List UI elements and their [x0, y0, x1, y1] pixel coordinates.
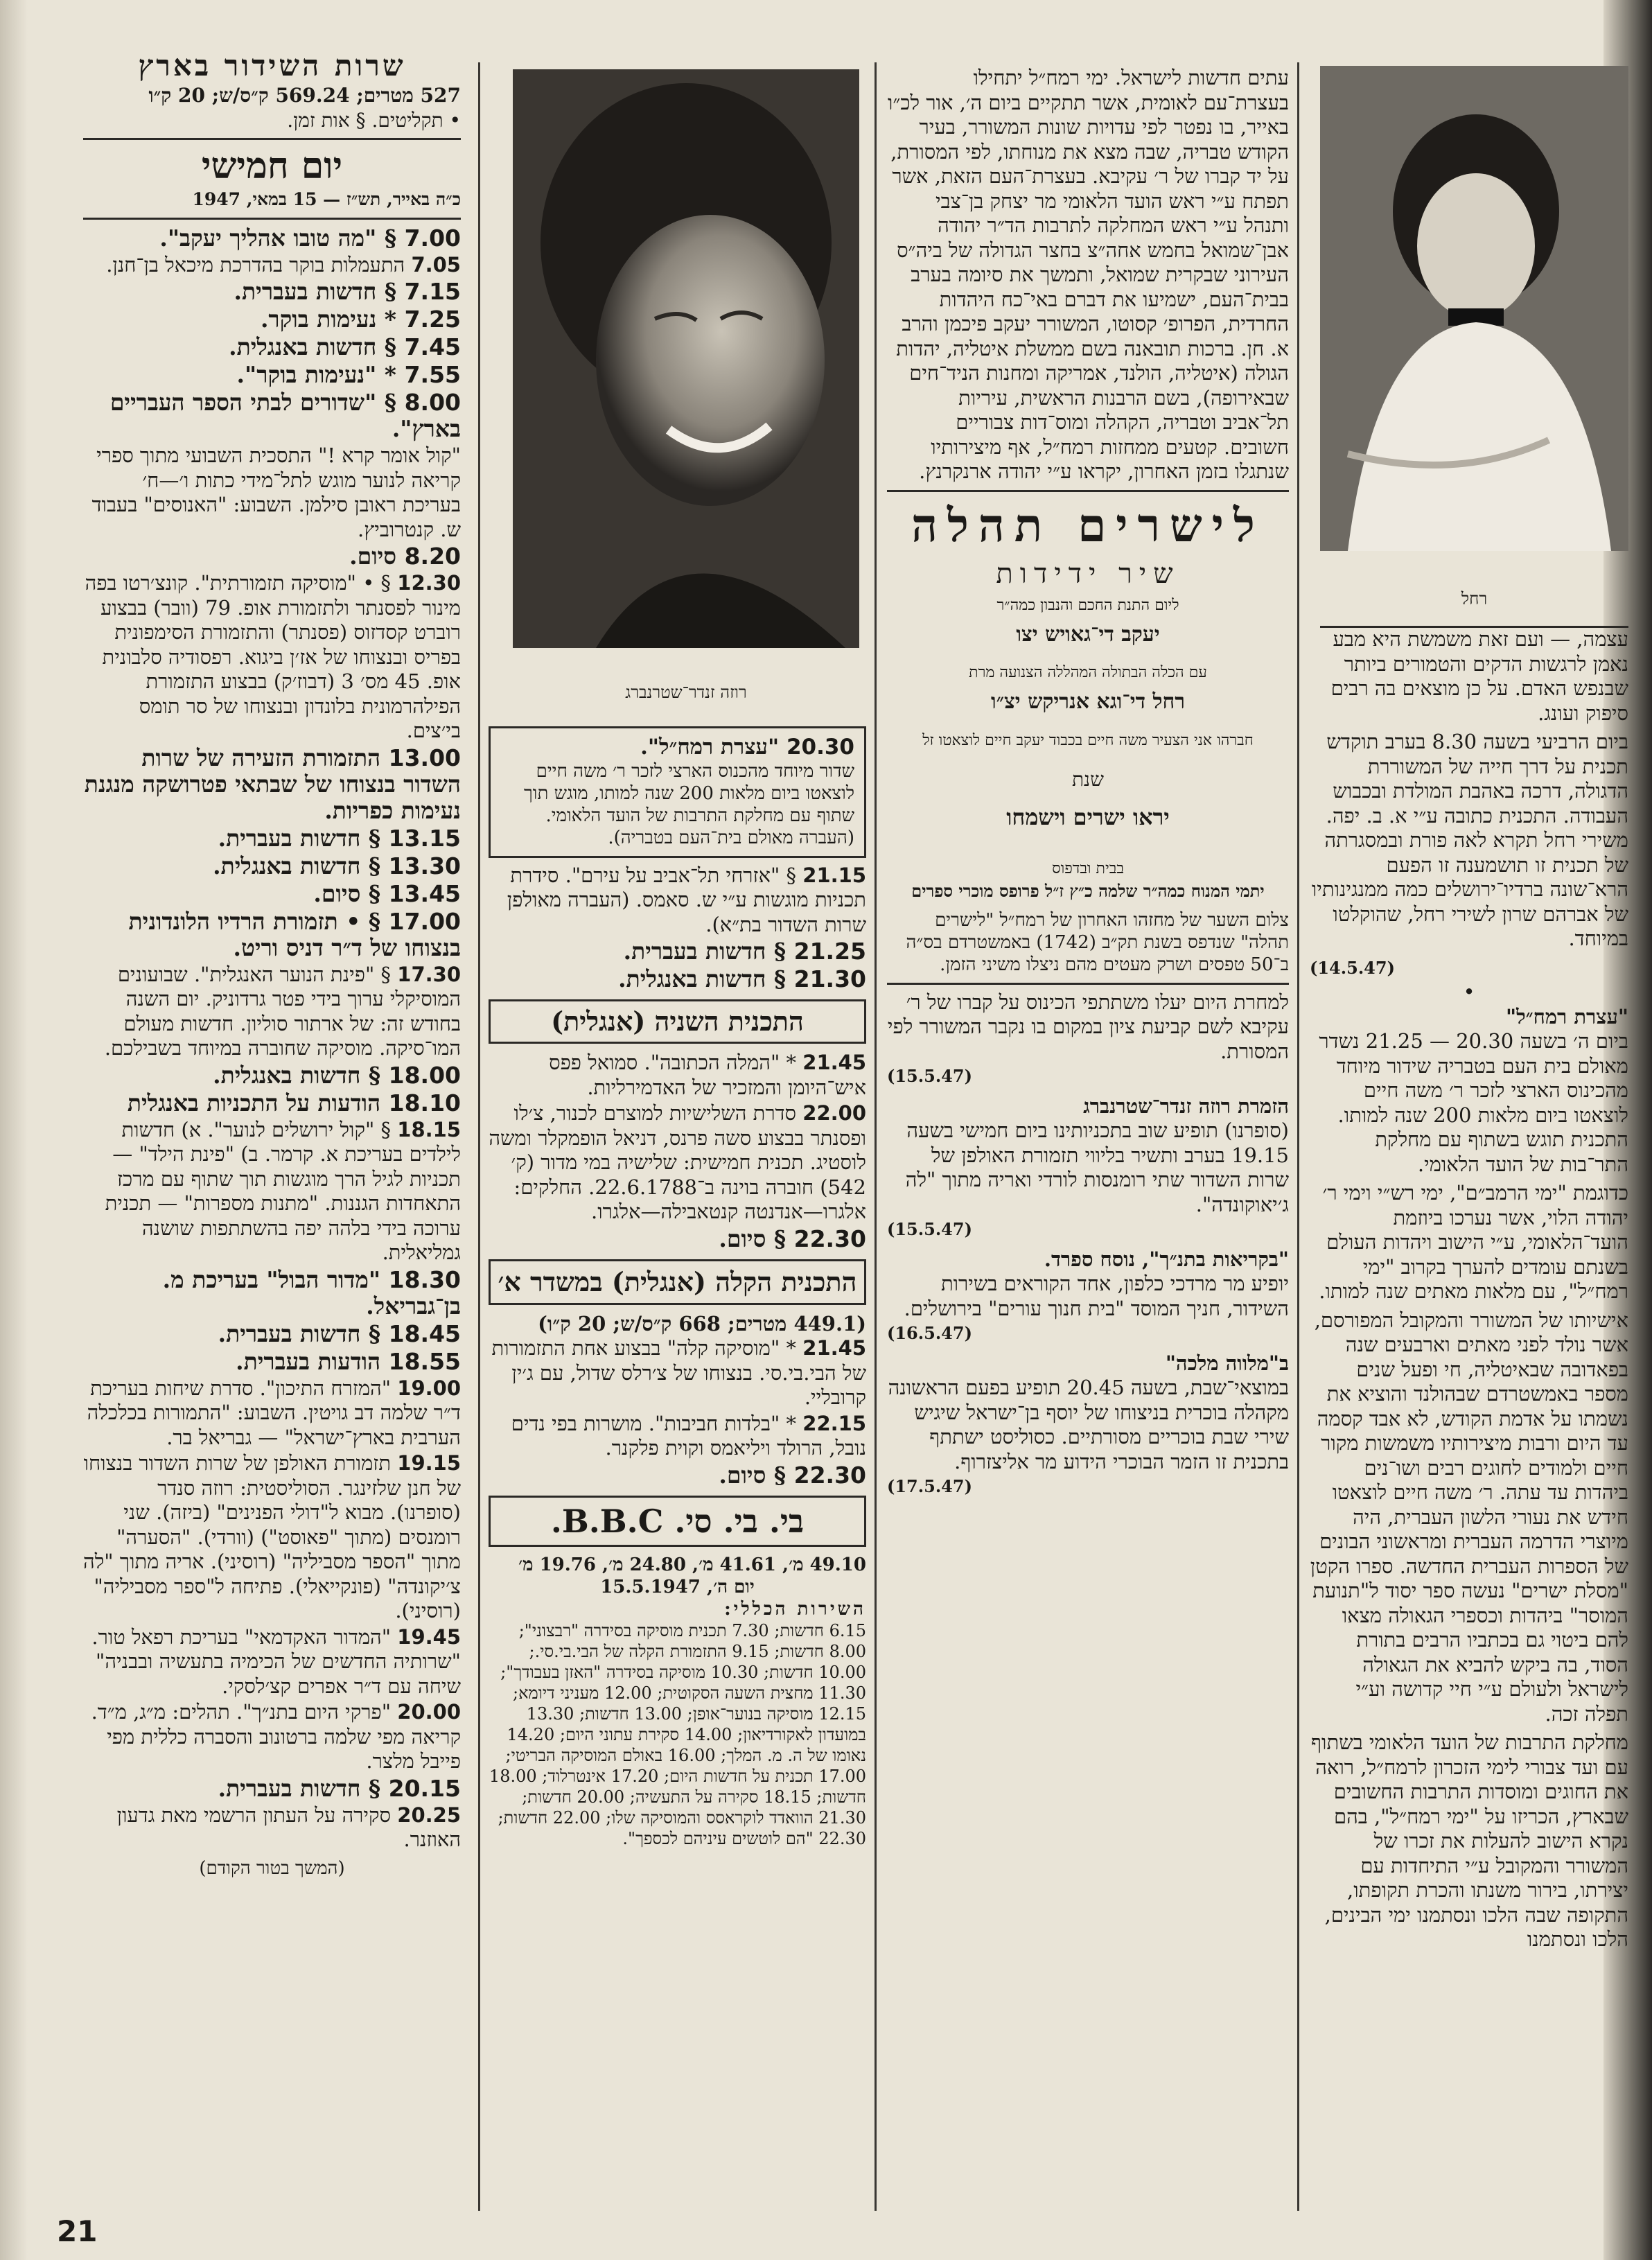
- program-time: 7.15: [404, 278, 461, 305]
- program-time: 18.15: [397, 1117, 461, 1141]
- program-time: 19.45: [397, 1624, 461, 1649]
- program-text: § חדשות בעברית.: [218, 1320, 381, 1347]
- bbc-frequency: 49.10 מ׳, 41.61 מ׳, 24.80 מ׳, 19.76 מ׳: [518, 1554, 866, 1575]
- program-text: § חדשות באנגלית.: [213, 852, 381, 879]
- page-number: 21: [57, 2214, 98, 2248]
- program-item: [489, 966, 866, 992]
- program-item: [83, 881, 461, 907]
- program-item: [83, 1776, 461, 1802]
- program-text: "קול אומר קרא !" התסכית השבועי מתוך ספרי קריאה לנוער מוגש לתל־מידי כתות ו׳—ח׳ בעריכת ראובן סילמן. השבוע: "האנוסים" בעבוד ש. קנטרוביץ.: [91, 444, 461, 541]
- divider: [887, 490, 1289, 492]
- program-list: [489, 1336, 866, 1489]
- poem-line: עם הכלה הבתולה המהללה הצנועה מרת: [969, 664, 1207, 681]
- program-item: [83, 1118, 461, 1265]
- news-note: [887, 990, 1289, 1089]
- program-time: 13.45: [388, 879, 461, 907]
- program-item: [83, 543, 461, 570]
- program-item: [83, 1700, 461, 1774]
- event-body: שדור מיוחד מהכנוס הארצי לזכר ר׳ משה חיים לוצאטו ביום מלאות 200 שנה למותו, מוגש תוך שתוף עם מחלקת התרבות של הועד הלאומי.: [524, 760, 854, 826]
- program-time: 18.55: [388, 1347, 461, 1375]
- program-text: * נעימות בוקר.: [260, 306, 397, 333]
- rachel-intro: עצמה, — ועם זאת משמשת היא מבע נאמן לרגשות הדקים והטמורים ביותר שבנפש האדם. על כן מוצאים בה רבים סיפוק ועונג.: [1330, 627, 1628, 725]
- program-time: 18.00: [388, 1061, 461, 1089]
- program-item: [83, 571, 461, 744]
- program-text: § סיום.: [313, 879, 381, 907]
- ramhal-intro-text: עתים חדשות לישראל. ימי רמח״ל יתחילו בעצרת־עם לאומית, אשר תתקיים ביום ה׳, אור לכ״ו באייר, בו נפטר לפי עדויות שונות המשורר, בעיר הקודש טבריה, שבה מצא את מנוחתו, לפי המסורת, על יד קברו של ר׳ עקיבא. בעצרת־העם הזאת, אשר תפתח ע״י ראש הועד הלאומי מר יצחק בן־צבי ותנהל ע״י ראש המחלקה לתרבות הד״ר יהודה אבן־שמואל בחמש אחה״צ בחצר הגדולה של ביה״ס העירוני שבקרית שמואל, ותמשך את סיומה בערב בבית־העם, ישמיעו את דברם באי־כח היהדות החרדית, הפרופ׳ קסוטו, המשורר יעקב פיכמן והרב א. חן. ברכות תובאנה בשם ממשלת איטליה, יהדות הגולה (איטליה, הולנד, אמריקה ומחנות הניד־חים שבאירופה), בשם הרבנות הראשית, עיריות תל־אביב וטבריה, הקהלה ומוס־דות צבוריים חשובים. קטעים ממחזות רמח״ל, אף מיצירותיו שנתגלו בזמן האחרון, יקראו ע״י יהודה ארנקרנץ.: [887, 66, 1289, 483]
- program-item: [83, 853, 461, 879]
- station-title: שרות השידור בארץ: [138, 49, 406, 82]
- program-text: "המזרח התיכון". סדרת שיחות בעריכת ד״ר שלמה דב גויטין. השבוע: "התמורות בכלכלה הערבית בארץ־ישראל" — גבריאל בר.: [87, 1376, 461, 1449]
- program-text: § "שדורים לבתי הספר העבריים בארץ".: [109, 389, 461, 442]
- program-text: § • "מוסיקה תזמורתית". קונצ׳רטו בפה מינור לפסנתר ולתזמורת אופ. 79 (וובר) בבצוע רוברט קסדזוס (פסנתר) והתזמורת הסימפונית בפריס ובנצוחו של אז׳ן ביגוא. רפסודיה סלבונית אופ. 45 מס׳ 3 (דבוז׳ק) בבצוע התזמורת הפילהרמונית בלונדון ובנצוחו של סר תומס בי׳צים.: [85, 571, 461, 742]
- program-time: 17.00: [388, 907, 461, 935]
- second-program-header: התכנית השניה (אנגלית): [489, 999, 866, 1044]
- right-column: [1310, 627, 1628, 1956]
- station-legend: • תקליטים. § אות זמן.: [287, 108, 461, 132]
- divider: [83, 138, 461, 140]
- light-frequency: (449.1 מטרים; 668 ק״ס/ש; 20 ק״ו): [538, 1311, 866, 1335]
- program-item: [489, 864, 866, 938]
- poem-year: יראו ישרים וישמחו: [1006, 804, 1170, 830]
- event-time: 20.30: [786, 735, 854, 760]
- news-note-date: (15.5.47): [887, 1066, 972, 1086]
- program-item: [83, 1625, 461, 1699]
- portrait-photo-singer: [513, 69, 859, 648]
- program-list: [489, 864, 866, 993]
- news-note: [887, 1094, 1289, 1242]
- news-note-date: (15.5.47): [887, 1219, 972, 1239]
- program-item: [83, 963, 461, 1061]
- program-time: 21.15: [802, 863, 866, 887]
- bbc-day: יום ה׳, 15.5.1947: [600, 1576, 755, 1597]
- program-item: [83, 909, 461, 961]
- schedule-column: [83, 49, 461, 1881]
- program-text: התזמורת הזעירה של שרות השדור בנצוחו של שבתאי פטרושקה מנגנת נעימות כפריות.: [84, 744, 461, 824]
- program-text: סקירה על העתון הרשמי מאת גדעון האוזנר.: [116, 1803, 461, 1851]
- poem-subtitle: שיר ידידות: [996, 557, 1180, 590]
- program-list: [489, 1051, 866, 1252]
- news-note-date: (17.5.47): [887, 1476, 972, 1496]
- program-item: [489, 938, 866, 965]
- news-note-title: ב"מלווה מלכה": [1165, 1351, 1289, 1375]
- news-note-title: "בקריאות בתנ״ך", נוסח ספרד.: [1044, 1247, 1289, 1271]
- program-item: [83, 225, 461, 252]
- program-text: הודעות בעברית.: [236, 1347, 381, 1375]
- portrait-singer-illustration: [513, 69, 859, 648]
- program-text: * "בלדות חביבות". מושרות בפי נדים נובל, הרולד ויליאמס וקוית פלקנר.: [511, 1411, 866, 1460]
- rachel-program: ביום הרביעי בשעה 8.30 בערב תוקדש תכנית על דרך חייה של המשוררת הדגולה, דרכה באהבת המולדת ובכבוש העבודה. התכנית כתובה ע״י א. ב. יפה. משירי רחל תקרא לאה פורת ובמסגרתה של תכנית זו תושמענה זו הפעם הרא־שונה ברדיו־ירושלים כמה ממנגינותיו של אברהם שרון לשירי רחל, שהוקלטו במיוחד.: [1311, 730, 1628, 950]
- program-time: 20.15: [388, 1774, 461, 1802]
- program-item: [83, 334, 461, 360]
- portrait-rachel-illustration: [1320, 66, 1628, 551]
- day-title: יום חמישי: [201, 145, 343, 187]
- program-text: § • תזמורת הרדיו הלונדונית בנצוחו של ד״ר דניס וריט.: [128, 907, 461, 961]
- news-note: [887, 1351, 1289, 1499]
- poem-print-label: בבית ובדפוס: [1052, 859, 1124, 877]
- program-text: § חדשות בעברית.: [623, 938, 787, 965]
- ramhal-culture-dept: מחלקת התרבות של הועד הלאומי בשתוף עם ועד צבורי לימי הזכרון לרמח״ל, רואה את החוגים ומוסדות התרבות החשובים שבארץ, הכריזו על "ימי רמח״ל", בהם נקרא הישוב להעלות את זכרו של המשורר והמקובל ע״י התיחדות עם יצירתו, בירור משנתו והכרת תקופתו, התקופה שבה הלכו ונסתמנו ימי הבינים, הלכו ונסתמנו: [1311, 1731, 1628, 1951]
- continued-note: (המשך בטור הקודם): [199, 1857, 345, 1879]
- news-note-body: במוצאי־שבת, בשעה 20.45 תופיע בפעם הראשונה מקהלה בוכרית בניצוחו של יוסף בן־ישראל שיגיש שירי שבת בוכריים מסורתיים. כסוליסט ישתתף בתכנית זו הזמר הבוכרי הידוע מר אליצזרוף.: [888, 1376, 1289, 1473]
- middle-right-column: [887, 66, 1289, 1505]
- program-item: [489, 1412, 866, 1461]
- middle-left-column: [489, 721, 866, 1849]
- event-title: "עצרת רמח״ל".: [640, 735, 780, 760]
- program-item: [83, 362, 461, 388]
- program-time: 22.00: [802, 1101, 866, 1125]
- program-item: [83, 1090, 461, 1116]
- program-text: "המדור האקדמאי" בעריכת רפאל טור. "שרותיה החדשים של הכימיה בתעשיה ובבניה" שיחה עם ד״ר אפרים קצ׳לסקי.: [91, 1624, 461, 1698]
- program-time: 13.30: [388, 852, 461, 879]
- poem-bride-name: רחל די־וגא אנריקש יצ״ו: [990, 690, 1186, 714]
- page-gutter-shadow: [0, 0, 28, 2260]
- program-item: [83, 745, 461, 824]
- day-date: כ״ה באייר, תש״ז — 15 במאי, 1947: [192, 189, 461, 209]
- program-text: הודעות על התכניות באנגלית: [127, 1089, 381, 1116]
- program-time: 8.20: [404, 543, 461, 570]
- news-note-date: (16.5.47): [887, 1323, 972, 1343]
- program-time: 22.15: [802, 1411, 866, 1435]
- program-item: [83, 1321, 461, 1347]
- news-note-body: יופיע מר מרדכי כלפון, אחד הקוראים בשירות השידור, חניך המוסד "בית חנוך עורים" בירושלים.: [904, 1272, 1289, 1320]
- program-item: [489, 1336, 866, 1410]
- program-time: 13.15: [388, 824, 461, 852]
- poem-groom-name: יעקב די־גאויש יצו: [1016, 622, 1160, 647]
- program-text: "מדור הבול" בעריכת מ. בן־גבריאל.: [162, 1265, 461, 1320]
- program-text: * "המלה הכתובה". סמואל פפס איש־היומן והמזכיר של האדמירליות.: [549, 1051, 866, 1099]
- program-list: [83, 225, 461, 1852]
- program-time: 13.00: [388, 744, 461, 771]
- program-time: 21.45: [802, 1336, 866, 1360]
- program-item: [489, 1226, 866, 1252]
- program-text: § חדשות בעברית.: [218, 824, 381, 852]
- program-item: [83, 306, 461, 333]
- program-item: [83, 825, 461, 852]
- ramhal-assembly-title: "עצרת רמח״ל": [1505, 1004, 1628, 1028]
- program-text: § "מה טובו אהליך יעקב".: [159, 224, 397, 252]
- program-time: 22.30: [793, 1461, 866, 1489]
- program-item: [489, 1101, 866, 1225]
- program-item: [83, 1062, 461, 1089]
- program-item: [83, 1451, 461, 1624]
- program-text: § "פינת הנוער האנגלית". שבועונים המוסיקלי ערוך בידי פטר גרדוניק. יום השנה בחודש זה: של ארתור סוליון. חדשות מעולם המו־סיקה. מוסיקה שחוברה במיוחד בשבילכם.: [104, 962, 461, 1060]
- program-time: 7.45: [404, 333, 461, 360]
- news-note-body: (סופרנו) תופיע שוב בתכניותינו ביום חמישי בשעה 19.15 בערב ותשיר בליווי תזמורת האולפן של שרות השדור שתי רומנסות לורדי ואריה מתוך "לה ג׳יאוקונדה".: [905, 1119, 1289, 1216]
- program-item: [83, 1803, 461, 1852]
- light-program-header: התכנית הקלה (אנגלית) במשדר א׳: [489, 1259, 866, 1305]
- program-text: § חדשות בעברית.: [218, 1774, 381, 1802]
- program-time: 7.55: [404, 361, 461, 388]
- bbc-service-label: השירות הכללי:: [724, 1598, 866, 1620]
- ramhal-biography: אישיותו של המשורר והמקובל המפורסם, אשר נולד לפני מאתים וארבעים שנה בפאדובה שבאיטליה, חי ופעל שנים מספר באמשטרדם שבהולנד והוציא את נשמתו על אדמת הקודש, לא אבד קסמה עד היום ורבות מיצירותיו משמשות מקור חיים ולמודים לחוגים רבים ושו־נים ביהדות עד עתה. ר׳ משה חיים לוצאטו חידש את נעורי הלשון העברית, היה מיוצרי הדרמה העברית ומראשוני הבונים של הספרות העברית החדשה. ספרו הקטן "מסלת ישרים" נעשה ספר יסוד ל"תנועת המוסר" ביהדות וכספרי הגאולה מצאו להם ביטוי גם בכתביו הרבים בתורת הסוד, בה ביקש להביא את הגאולה לישראל ולעולם ע״י חיי קדושה וע״י תפלה זכה.: [1310, 1308, 1628, 1726]
- poem-caption: צלום השער של מחזהו האחרון של רמח״ל "לישרים תהלה" שנדפס בשנת תק״ב (1742) באמשטרדם בס״ה ב־50 טפסים ושרק מעטים מהם ניצלו משיני הזמן.: [906, 909, 1289, 975]
- divider: [887, 983, 1289, 985]
- portrait-photo-rachel: [1320, 66, 1628, 551]
- program-text: § סיום.: [719, 1225, 787, 1252]
- program-time: 12.30: [397, 571, 461, 595]
- station-frequency: 527 מטרים; 569.24 ק״ס/ש; 20 ק״ו: [148, 84, 461, 107]
- poem-year-label: שנת: [1071, 767, 1104, 791]
- photo-caption-rachel: רחל: [1461, 589, 1488, 608]
- program-item: [83, 1267, 461, 1320]
- news-note-title: הזמרת רוזה זנדר־שטרנברג: [1083, 1094, 1289, 1118]
- ramhal-days-body: כדוגמת "ימי הרמב״ם", ימי רש״י וימי ר׳ יהודה הלוי, אשר נערכו ביוזמת הועד־הלאומי, ע״י הישוב ויהדות העולם בשנתם עומדים להערך בקרוב "ימי רמח״ל", עם מלאות מאתים שנה למותו.: [1319, 1181, 1628, 1303]
- program-time: 22.30: [793, 1225, 866, 1252]
- news-note-body: למחרת היום יעלו משתתפי הכינוס על קברו של ר׳ עקיבא לשם קביעת ציון במקום בו נקבר המשורר לפי המסורת.: [887, 990, 1289, 1063]
- program-time: 18.10: [388, 1089, 461, 1116]
- program-item: [489, 1051, 866, 1100]
- program-item: [83, 444, 461, 542]
- program-time: 18.45: [388, 1320, 461, 1347]
- program-text: התעמלות בוקר בהדרכת מיכאל בן־חנן.: [106, 252, 405, 277]
- poem-printer: יתמי המנוח כמה״ר שלמה כ״ץ ז״ל פרופס מוכרי ספרים: [911, 880, 1265, 901]
- event-box-ramhal: [489, 726, 866, 858]
- program-text: § חדשות באנגלית.: [229, 333, 397, 360]
- program-item: [83, 389, 461, 442]
- program-time: 19.00: [397, 1376, 461, 1400]
- program-text: § חדשות בעברית.: [234, 278, 397, 305]
- program-text: § חדשות באנגלית.: [618, 965, 787, 992]
- program-text: "פרקי היום בתנ״ך". תהלים: מ״ג, מ״ד. קריאה מפי שלמה ברטונוב והסברה כללית מפי פייבל מלצר.: [91, 1700, 461, 1773]
- poem-line: חברהו אני הצעיר משה חיים בכבוד יעקב חיים לוצאטו זל: [922, 731, 1254, 749]
- news-note: [887, 1247, 1289, 1346]
- separator-dot: •: [1463, 980, 1475, 1004]
- program-time: 20.00: [397, 1700, 461, 1724]
- photo-caption-singer: רוזה זנדר־שטרנברג: [625, 683, 747, 702]
- program-time: 21.45: [802, 1051, 866, 1074]
- divider: [83, 218, 461, 220]
- program-text: סיום.: [349, 543, 397, 570]
- program-text: § "אזרחי תל־אביב על עירם". סידרת תכניות מוגשות ע״י ש. סאמס. (העברה מאולפן שרות השדור בת״א).: [507, 863, 866, 936]
- note-date: (14.5.47): [1310, 957, 1395, 978]
- program-time: 8.00: [404, 389, 461, 416]
- poem-line: ליום התנת החכם והנבון כמה״ר: [996, 596, 1179, 614]
- program-time: 19.15: [397, 1451, 461, 1475]
- program-time: 18.30: [388, 1265, 461, 1293]
- column-divider: [478, 62, 480, 2211]
- event-note: (העברה מאולם בית־העם בטבריה).: [608, 827, 854, 848]
- ramhal-assembly-body: ביום ה׳ בשעה 20.30 — 21.25 נשדר מאולם בית העם בטבריה שידור מיוחד מהכינוס הארצי לזכר ר׳ משה חיים לוצאטו ביום מלאות 200 שנה למותו. התכנית תוגש בשתוף עם מחלקת התר־בות של הועד הלאומי.: [1319, 1029, 1628, 1176]
- title-page-reproduction: [887, 498, 1289, 902]
- program-text: § חדשות באנגלית.: [213, 1061, 381, 1089]
- program-item: [83, 1349, 461, 1375]
- bbc-schedule-body: 6.15 חדשות; 7.30 תכנית מוסיקה בסידרה "רבצוני"; 8.00 חדשות; 9.15 התזמורת הקלה של הבי.בי.סי.; 10.00 חדשות; 10.30 מוסיקה בסידרה "האזן בעבודך"; 11.30 מחצית השעה הסקוטית; 12.00 מעניני דיומא; 12.15 מוסיקה בנוער־אופן; 13.00 חדשות; 13.30 במועדון לאקורדיאון; 14.00 סקירת עתוני היום; 14.20 נאומו של ה. מ. המלך; 16.00 באולם המוסיקה הבריטי; 17.00 תכנית על חדשות היום; 17.20 אינטרלוד; 18.00 חדשות; 18.15 סקירה על התעשיה; 20.00 חדשות; 21.30 הוואדד לוקראסס והמוסיקה שלו; 22.00 חדשות; 22.30 "הם לוטשים עיניהם לכספך".: [489, 1620, 866, 1848]
- program-time: 7.05: [411, 252, 461, 277]
- program-text: § סיום.: [719, 1461, 787, 1489]
- program-text: סדרת השלישיות למוצרם לכנור, צ׳לו ופסנתר בבצוע סשה פרנס, דניאל הופמקלר ומשה לוסטיג. תכנית חמישית: שלישיה במי מדור (ק׳ 542) חוברה בוינה ב־22.6.1788. החלקים: אלגרו—אנדנטה קנטאבילה—אלגרו.: [489, 1101, 866, 1223]
- program-time: 7.25: [404, 306, 461, 333]
- program-item: [83, 279, 461, 305]
- program-text: § "קול ירושלים לנוער". א) חדשות לילדים בעריכת א. קרמר. ב) "פינת הילד" — תכניות לגיל הרך מוגשות תוך שתוף עם מרכז התאחדות הגננות. "מתנות מספרות" — תכנית ערוכה בידי בלהה יפה בהשתתפות שושנה גמליאלית.: [105, 1117, 461, 1264]
- program-time: 20.25: [397, 1803, 461, 1827]
- program-item: [83, 253, 461, 278]
- column-divider: [875, 62, 877, 2211]
- poem-title: לישרים תהלה: [911, 498, 1265, 552]
- program-time: 7.00: [404, 224, 461, 252]
- program-time: 21.25: [793, 938, 866, 965]
- program-text: * "נעימות בוקר".: [236, 361, 397, 388]
- program-time: 21.30: [793, 965, 866, 992]
- program-text: תזמורת האולפן של שרות השדור בנצוחו של חנן שלזינגר. הסוליסטית: רוזה סנדר (סופרנו). מבוא ל"דולי הפנינים" (ביזה). שני רומנסים (מתוך "פאוסט") (וורדי). "הסערה" מתוך "הספר מסביליה" (רוסיני). אריה מתוך "לה צ׳יקונדה" (פונקייאלי). פתיחה ל"ספר מסביליה" (רוסיני).: [83, 1451, 461, 1622]
- column-divider: [1297, 62, 1299, 2211]
- program-item: [83, 1376, 461, 1451]
- program-text: * "מוסיקה קלה" בבצוע אחת התזמורות של הבי.בי.סי. בנצוחו של צ׳רלס שדול, עם ג׳ין קרובליי.: [491, 1336, 866, 1409]
- program-item: [489, 1462, 866, 1489]
- notes-list: [887, 990, 1289, 1499]
- bbc-header: בי. בי. סי. B.B.C.: [489, 1496, 866, 1547]
- program-time: 17.30: [397, 962, 461, 986]
